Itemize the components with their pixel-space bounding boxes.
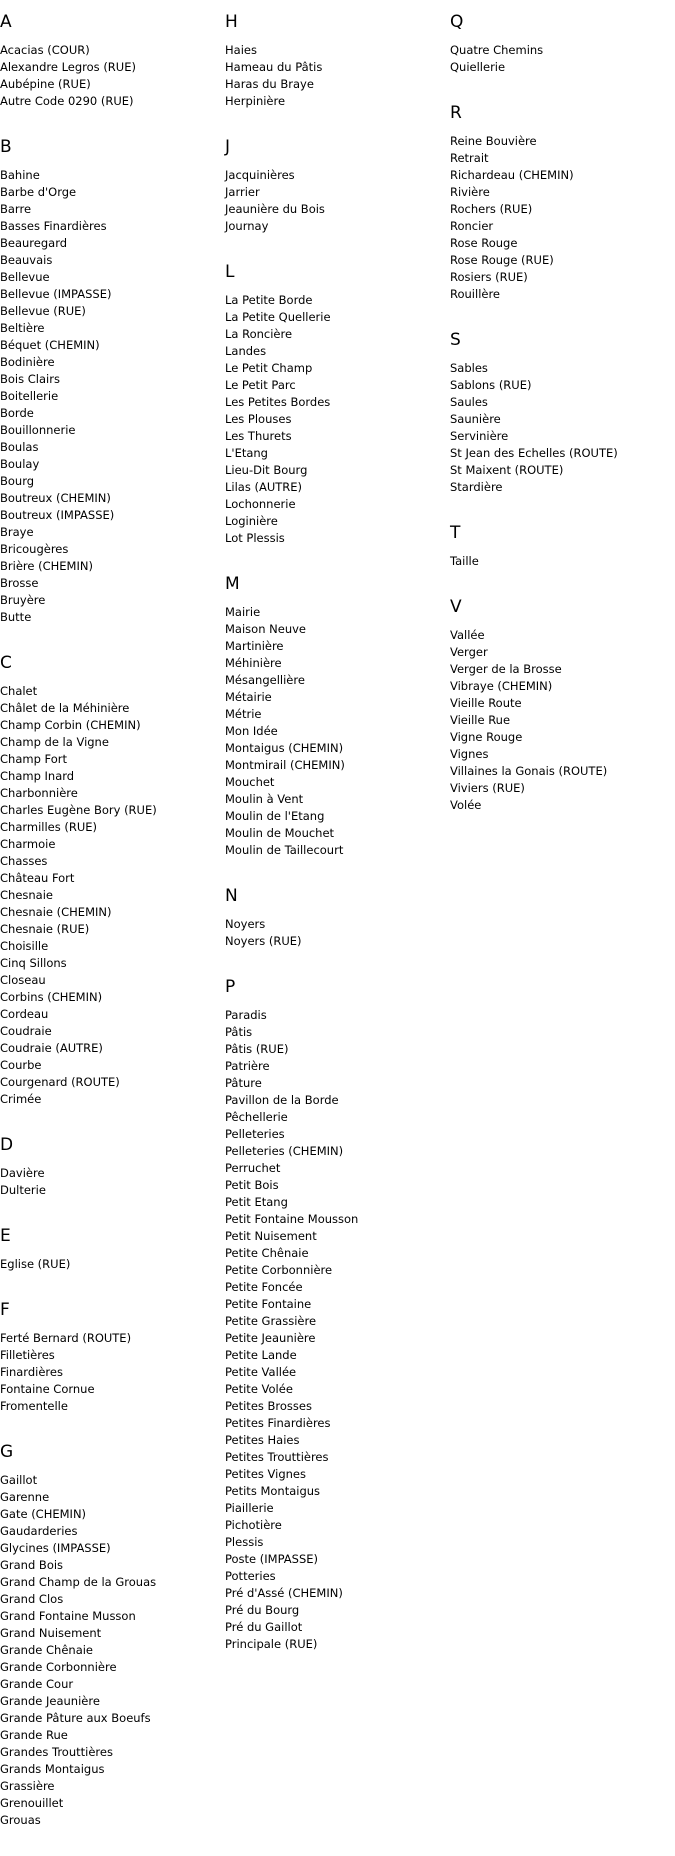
street-entry: Charmoie xyxy=(0,837,56,851)
street-entry: Richardeau (CHEMIN) xyxy=(450,168,574,182)
street-entry: Château Fort xyxy=(0,871,75,885)
street-list xyxy=(450,553,675,570)
street-entry: Bellevue xyxy=(0,270,50,284)
street-entry: Villaines la Gonais (ROUTE) xyxy=(450,764,608,778)
street-entry: Quatre Chemins xyxy=(450,43,544,57)
street-entry: Petite Corbonnière xyxy=(225,1263,333,1277)
street-entry: Beltière xyxy=(0,321,45,335)
street-entry: Petites Finardières xyxy=(225,1416,331,1430)
street-entry: Chesnaie (RUE) xyxy=(0,922,90,936)
street-entry: Verger xyxy=(450,645,488,659)
letter-section-s xyxy=(450,330,675,496)
street-entry: Jacquinières xyxy=(225,168,295,182)
street-entry: Pâtis xyxy=(225,1025,253,1039)
street-entry: Corbins (CHEMIN) xyxy=(0,990,103,1004)
street-entry: Gate (CHEMIN) xyxy=(0,1507,87,1521)
street-entry: Butte xyxy=(0,610,32,624)
letter-section-q xyxy=(450,12,675,76)
street-entry: Champ Fort xyxy=(0,752,68,766)
street-entry: Petits Montaigus xyxy=(225,1484,321,1498)
index-column-1 xyxy=(0,12,225,1856)
street-entry: Vigne Rouge xyxy=(450,730,523,744)
street-entry: Les Thurets xyxy=(225,429,292,443)
street-entry: Boitellerie xyxy=(0,389,59,403)
street-entry: Aubépine (RUE) xyxy=(0,77,91,91)
section-letter-heading: F xyxy=(0,1300,10,1320)
street-entry: Moulin à Vent xyxy=(225,792,304,806)
street-entry: Petit Bois xyxy=(225,1178,279,1192)
street-list xyxy=(225,1007,450,1653)
street-list xyxy=(0,1472,225,1829)
street-entry: Petites Brosses xyxy=(225,1399,312,1413)
street-entry: Rose Rouge (RUE) xyxy=(450,253,554,267)
street-entry: Jarrier xyxy=(225,185,260,199)
street-entry: Mouchet xyxy=(225,775,275,789)
street-entry: Pavillon de la Borde xyxy=(225,1093,339,1107)
street-entry: Béquet (CHEMIN) xyxy=(0,338,100,352)
street-entry: Petite Grassière xyxy=(225,1314,317,1328)
index-column-2 xyxy=(225,12,450,1680)
street-entry: Petites Trouttières xyxy=(225,1450,329,1464)
street-entry: Grande Pâture aux Boeufs xyxy=(0,1711,151,1725)
street-entry: Petite Volée xyxy=(225,1382,293,1396)
street-entry: Principale (RUE) xyxy=(225,1637,318,1651)
street-entry: Chesnaie xyxy=(0,888,53,902)
street-entry: Charbonnière xyxy=(0,786,78,800)
street-entry: Vibraye (CHEMIN) xyxy=(450,679,553,693)
street-entry: Journay xyxy=(225,219,269,233)
letter-section-f xyxy=(0,1300,225,1415)
street-entry: Bricougères xyxy=(0,542,69,556)
street-entry: Mon Idée xyxy=(225,724,278,738)
street-entry: Davière xyxy=(0,1166,45,1180)
street-entry: Petite Fontaine xyxy=(225,1297,312,1311)
street-entry: Volée xyxy=(450,798,482,812)
street-entry: Boulas xyxy=(0,440,39,454)
letter-section-h xyxy=(225,12,450,110)
street-list xyxy=(0,1165,225,1199)
letter-section-l xyxy=(225,262,450,547)
letter-section-d xyxy=(0,1135,225,1199)
street-entry: Eglise (RUE) xyxy=(0,1257,71,1271)
section-letter-heading: Q xyxy=(450,12,464,32)
street-entry: Filletières xyxy=(0,1348,55,1362)
section-letter-heading: N xyxy=(225,886,238,906)
street-entry: Métairie xyxy=(225,690,272,704)
street-entry: Moulin de l'Etang xyxy=(225,809,325,823)
street-entry: Montaigus (CHEMIN) xyxy=(225,741,344,755)
section-letter-heading: J xyxy=(225,137,231,157)
street-list xyxy=(450,627,675,814)
street-entry: Petit Nuisement xyxy=(225,1229,317,1243)
street-entry: Haras du Braye xyxy=(225,77,314,91)
street-entry: Grenouillet xyxy=(0,1796,64,1810)
street-entry: Roncier xyxy=(450,219,494,233)
street-entry: Grouas xyxy=(0,1813,41,1827)
street-entry: Saunière xyxy=(450,412,501,426)
street-entry: Finardières xyxy=(0,1365,63,1379)
street-entry: Méhinière xyxy=(225,656,282,670)
street-entry: Vallée xyxy=(450,628,485,642)
street-list xyxy=(225,604,450,859)
street-entry: Brière (CHEMIN) xyxy=(0,559,93,573)
street-entry: Gaillot xyxy=(0,1473,38,1487)
street-list xyxy=(0,167,225,626)
street-entry: Lilas (AUTRE) xyxy=(225,480,303,494)
street-entry: Vieille Rue xyxy=(450,713,511,727)
street-entry: Barre xyxy=(0,202,32,216)
street-entry: Petit Etang xyxy=(225,1195,288,1209)
street-entry: Loginière xyxy=(225,514,278,528)
street-entry: Ferté Bernard (ROUTE) xyxy=(0,1331,132,1345)
street-entry: Les Petites Bordes xyxy=(225,395,331,409)
street-entry: Choisille xyxy=(0,939,49,953)
section-letter-heading: P xyxy=(225,977,236,997)
letter-section-e xyxy=(0,1226,225,1273)
letter-section-m xyxy=(225,574,450,859)
street-entry: Maison Neuve xyxy=(225,622,306,636)
street-entry: Petites Vignes xyxy=(225,1467,306,1481)
street-entry: Pré du Gaillot xyxy=(225,1620,303,1634)
street-entry: Rivière xyxy=(450,185,490,199)
letter-section-j xyxy=(225,137,450,235)
street-entry: Hameau du Pâtis xyxy=(225,60,323,74)
street-entry: Verger de la Brosse xyxy=(450,662,562,676)
street-entry: Boulay xyxy=(0,457,40,471)
street-entry: Rose Rouge xyxy=(450,236,518,250)
street-entry: Grande Corbonnière xyxy=(0,1660,117,1674)
street-entry: Gaudarderies xyxy=(0,1524,78,1538)
street-entry: Petit Fontaine Mousson xyxy=(225,1212,359,1226)
street-entry: Boutreux (CHEMIN) xyxy=(0,491,111,505)
street-entry: Viviers (RUE) xyxy=(450,781,525,795)
street-entry: Lieu-Dit Bourg xyxy=(225,463,308,477)
street-entry: Patrière xyxy=(225,1059,270,1073)
street-list xyxy=(225,292,450,547)
street-entry: Coudraie xyxy=(0,1024,52,1038)
street-entry: Cinq Sillons xyxy=(0,956,67,970)
street-entry: Closeau xyxy=(0,973,46,987)
street-entry: Champ Inard xyxy=(0,769,75,783)
street-entry: Champ de la Vigne xyxy=(0,735,109,749)
street-entry: Les Plouses xyxy=(225,412,292,426)
street-entry: Dulterie xyxy=(0,1183,46,1197)
street-entry: Garenne xyxy=(0,1490,50,1504)
street-entry: Braye xyxy=(0,525,34,539)
street-entry: Boutreux (IMPASSE) xyxy=(0,508,115,522)
section-letter-heading: A xyxy=(0,12,12,32)
street-entry: Beauregard xyxy=(0,236,68,250)
street-entry: Jeaunière du Bois xyxy=(225,202,325,216)
street-entry: Rouillère xyxy=(450,287,501,301)
street-entry: Grande Rue xyxy=(0,1728,68,1742)
street-entry: Grand Bois xyxy=(0,1558,64,1572)
street-entry: Bruyère xyxy=(0,593,46,607)
street-entry: Noyers (RUE) xyxy=(225,934,302,948)
street-entry: Piaillerie xyxy=(225,1501,274,1515)
section-letter-heading: G xyxy=(0,1442,14,1462)
street-entry: Cordeau xyxy=(0,1007,49,1021)
section-letter-heading: S xyxy=(450,330,461,350)
letter-section-c xyxy=(0,653,225,1108)
letter-section-r xyxy=(450,103,675,303)
street-entry: Rosiers (RUE) xyxy=(450,270,528,284)
section-letter-heading: D xyxy=(0,1135,14,1155)
street-entry: Petites Haies xyxy=(225,1433,300,1447)
street-entry: Sablons (RUE) xyxy=(450,378,532,392)
street-entry: Chasses xyxy=(0,854,48,868)
section-letter-heading: T xyxy=(450,523,461,543)
street-entry: Grands Montaigus xyxy=(0,1762,105,1776)
index-column-3 xyxy=(450,12,675,841)
letter-section-p xyxy=(225,977,450,1653)
street-entry: Coudraie (AUTRE) xyxy=(0,1041,103,1055)
street-entry: Grand Champ de la Grouas xyxy=(0,1575,157,1589)
street-list xyxy=(450,42,675,76)
street-entry: Paradis xyxy=(225,1008,267,1022)
street-entry: Métrie xyxy=(225,707,262,721)
street-entry: Herpinière xyxy=(225,94,286,108)
street-entry: Perruchet xyxy=(225,1161,281,1175)
street-entry: Plessis xyxy=(225,1535,264,1549)
street-list xyxy=(0,1330,225,1415)
street-entry: Bois Clairs xyxy=(0,372,60,386)
street-entry: Charmilles (RUE) xyxy=(0,820,98,834)
street-entry: Bellevue (IMPASSE) xyxy=(0,287,112,301)
section-letter-heading: C xyxy=(0,653,12,673)
street-entry: Petite Lande xyxy=(225,1348,297,1362)
street-entry: La Roncière xyxy=(225,327,293,341)
letter-section-g xyxy=(0,1442,225,1829)
street-entry: Bodinière xyxy=(0,355,55,369)
street-entry: Pelleteries (CHEMIN) xyxy=(225,1144,344,1158)
street-entry: Basses Finardières xyxy=(0,219,107,233)
street-entry: Mésangellière xyxy=(225,673,305,687)
street-entry: Mairie xyxy=(225,605,261,619)
street-list xyxy=(0,1256,225,1273)
street-entry: Grandes Trouttières xyxy=(0,1745,113,1759)
street-entry: Courgenard (ROUTE) xyxy=(0,1075,120,1089)
street-entry: Chesnaie (CHEMIN) xyxy=(0,905,112,919)
street-list xyxy=(450,360,675,496)
street-entry: Acacias (COUR) xyxy=(0,43,90,57)
street-entry: Moulin de Mouchet xyxy=(225,826,335,840)
letter-section-t xyxy=(450,523,675,570)
street-entry: Fromentelle xyxy=(0,1399,68,1413)
street-entry: Crimée xyxy=(0,1092,42,1106)
street-entry: Brosse xyxy=(0,576,39,590)
street-entry: Vignes xyxy=(450,747,489,761)
street-entry: Barbe d'Orge xyxy=(0,185,77,199)
letter-section-v xyxy=(450,597,675,814)
street-entry: Potteries xyxy=(225,1569,276,1583)
street-entry: Beauvais xyxy=(0,253,53,267)
section-letter-heading: H xyxy=(225,12,238,32)
street-entry: Moulin de Taillecourt xyxy=(225,843,344,857)
letter-section-n xyxy=(225,886,450,950)
street-entry: Bourg xyxy=(0,474,35,488)
street-entry: L'Etang xyxy=(225,446,268,460)
street-entry: Autre Code 0290 (RUE) xyxy=(0,94,134,108)
street-entry: St Jean des Echelles (ROUTE) xyxy=(450,446,618,460)
letter-section-b xyxy=(0,137,225,626)
street-entry: Grande Chênaie xyxy=(0,1643,94,1657)
letter-section-a xyxy=(0,12,225,110)
street-entry: Stardière xyxy=(450,480,503,494)
street-entry: St Maixent (ROUTE) xyxy=(450,463,564,477)
street-entry: Taille xyxy=(450,554,479,568)
street-entry: Fontaine Cornue xyxy=(0,1382,95,1396)
street-entry: Châlet de la Méhinière xyxy=(0,701,130,715)
section-letter-heading: B xyxy=(0,137,12,157)
street-entry: Lot Plessis xyxy=(225,531,285,545)
street-entry: Le Petit Parc xyxy=(225,378,296,392)
street-entry: Haies xyxy=(225,43,257,57)
street-entry: Grande Cour xyxy=(0,1677,74,1691)
street-entry: Vieille Route xyxy=(450,696,522,710)
street-entry: Pêchellerie xyxy=(225,1110,288,1124)
street-entry: Quiellerie xyxy=(450,60,506,74)
street-entry: Grand Clos xyxy=(0,1592,64,1606)
street-entry: Landes xyxy=(225,344,267,358)
street-entry: Pâtis (RUE) xyxy=(225,1042,289,1056)
street-entry: Lochonnerie xyxy=(225,497,296,511)
street-entry: Petite Foncée xyxy=(225,1280,303,1294)
street-entry: Pelleteries xyxy=(225,1127,285,1141)
street-entry: Noyers xyxy=(225,917,266,931)
street-entry: Charles Eugène Bory (RUE) xyxy=(0,803,157,817)
street-entry: La Petite Borde xyxy=(225,293,313,307)
street-entry: Servinière xyxy=(450,429,509,443)
street-entry: Pichotière xyxy=(225,1518,282,1532)
section-letter-heading: L xyxy=(225,262,235,282)
street-list xyxy=(225,167,450,235)
street-entry: Borde xyxy=(0,406,34,420)
section-letter-heading: V xyxy=(450,597,462,617)
section-letter-heading: M xyxy=(225,574,240,594)
section-letter-heading: E xyxy=(0,1226,11,1246)
street-entry: Sables xyxy=(450,361,488,375)
street-list xyxy=(225,42,450,110)
street-entry: Retrait xyxy=(450,151,489,165)
street-entry: Bouillonnerie xyxy=(0,423,76,437)
street-entry: Bahine xyxy=(0,168,40,182)
street-entry: La Petite Quellerie xyxy=(225,310,331,324)
street-entry: Champ Corbin (CHEMIN) xyxy=(0,718,141,732)
street-entry: Le Petit Champ xyxy=(225,361,313,375)
street-entry: Alexandre Legros (RUE) xyxy=(0,60,136,74)
street-entry: Poste (IMPASSE) xyxy=(225,1552,319,1566)
street-entry: Grand Fontaine Musson xyxy=(0,1609,136,1623)
street-entry: Pré du Bourg xyxy=(225,1603,300,1617)
street-entry: Chalet xyxy=(0,684,38,698)
street-entry: Petite Jeaunière xyxy=(225,1331,316,1345)
street-list xyxy=(0,683,225,1108)
street-list xyxy=(0,42,225,110)
street-entry: Rochers (RUE) xyxy=(450,202,533,216)
street-entry: Grande Jeaunière xyxy=(0,1694,100,1708)
street-list xyxy=(450,133,675,303)
street-entry: Courbe xyxy=(0,1058,42,1072)
street-entry: Montmirail (CHEMIN) xyxy=(225,758,345,772)
street-entry: Petite Chênaie xyxy=(225,1246,309,1260)
street-entry: Pré d'Assé (CHEMIN) xyxy=(225,1586,343,1600)
street-entry: Petite Vallée xyxy=(225,1365,297,1379)
street-entry: Grassière xyxy=(0,1779,55,1793)
street-entry: Reine Bouvière xyxy=(450,134,537,148)
street-entry: Glycines (IMPASSE) xyxy=(0,1541,111,1555)
section-letter-heading: R xyxy=(450,103,462,123)
street-list xyxy=(225,916,450,950)
street-entry: Pâture xyxy=(225,1076,262,1090)
street-entry: Bellevue (RUE) xyxy=(0,304,86,318)
street-entry: Saules xyxy=(450,395,488,409)
street-entry: Martinière xyxy=(225,639,284,653)
street-entry: Grand Nuisement xyxy=(0,1626,102,1640)
